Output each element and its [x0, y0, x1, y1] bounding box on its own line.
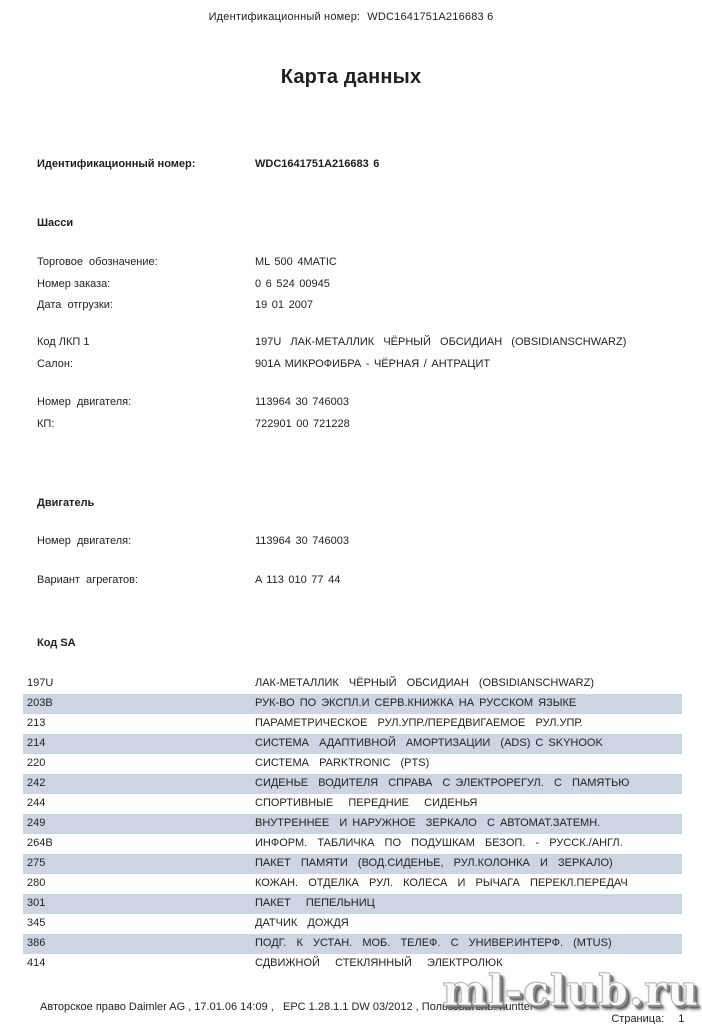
section-title-engine: Двигатель: [37, 497, 95, 509]
sa-code-row: [23, 774, 682, 794]
sa-description: ПАКЕТ ПЕПЕЛЬНИЦ: [255, 897, 375, 909]
identification-number-label: Идентификационный номер:: [37, 158, 196, 170]
field-label: КП:: [37, 417, 55, 430]
field-row: [0, 394, 702, 416]
footer-page-number: 1: [678, 1013, 685, 1024]
sa-description: ЛАК-МЕТАЛЛИК ЧЁРНЫЙ ОБСИДИАН (OBSIDIANSCHWARZ): [255, 677, 594, 689]
sa-code-row: [23, 914, 682, 934]
sa-code: 203B: [27, 697, 53, 709]
sa-description: СДВИЖНОЙ СТЕКЛЯННЫЙ ЭЛЕКТРОЛЮК: [255, 957, 503, 969]
sa-code-row: [23, 754, 682, 774]
sa-code-row: [23, 894, 682, 914]
sa-code-table: [23, 674, 682, 974]
sa-description: ВНУТРЕННЕЕ И НАРУЖНОЕ ЗЕРКАЛО С АВТОМАТ.ЗАТЕМН.: [255, 817, 601, 829]
field-label: Дата отгрузки:: [37, 299, 113, 312]
page-title: Карта данных: [280, 66, 422, 88]
field-value: ML 500 4MATIC: [255, 256, 337, 268]
sa-code: 345: [27, 917, 46, 929]
sa-code-row: [23, 854, 682, 874]
sa-description: СИСТЕМА PARKTRONIC (PTS): [255, 757, 430, 769]
field-row: [0, 297, 702, 319]
field-label: Код ЛКП 1: [37, 336, 90, 348]
field-value: 19 01 2007: [255, 299, 314, 312]
sa-code: 214: [27, 737, 46, 749]
sa-code: 280: [27, 877, 46, 889]
section-title-sa-codes: Код SA: [37, 637, 76, 649]
section-title-chassis: Шасси: [37, 217, 74, 229]
field-value: A 113 010 77 44: [255, 573, 341, 586]
field-row: [0, 533, 702, 572]
chassis-paint-group: [0, 334, 702, 377]
watermark-ml-club-ru: ml-club.ru: [442, 966, 699, 1015]
sa-code: 386: [27, 937, 46, 949]
identification-number-row: [0, 156, 702, 172]
field-value: 901A МИКРОФИБРА - ЧЁРНАЯ / АНТРАЦИТ: [255, 357, 491, 370]
footer-page-label: Страница:: [611, 1013, 665, 1024]
sa-description: ПАКЕТ ПАМЯТИ (ВОД.СИДЕНЬЕ, РУЛ.КОЛОНКА И ЗЕРКАЛО): [255, 857, 613, 869]
sa-code-row: [23, 874, 682, 894]
sa-code: 301: [27, 897, 46, 909]
field-row: [0, 572, 702, 611]
top-header-id-value: WDC1641751A216683 6: [367, 11, 494, 23]
field-row: [0, 334, 702, 356]
sa-description: РУК-ВО ПО ЭКСПЛ.И СЕРВ.КНИЖКА НА РУССКОМ ЯЗЫКЕ: [255, 697, 577, 709]
engine-info-group: [0, 533, 702, 610]
sa-description: ПАРАМЕТРИЧЕСКОЕ РУЛ.УПР./ПЕРЕДВИГАЕМОЕ РУЛ.УПР.: [255, 717, 583, 729]
sa-code-row: [23, 734, 682, 754]
field-label: Вариант агрегатов:: [37, 573, 139, 586]
field-label: Номер двигателя:: [37, 535, 132, 547]
sa-description: СИДЕНЬЕ ВОДИТЕЛЯ СПРАВА С ЭЛЕКТРОРЕГУЛ. С ПАМЯТЬЮ: [255, 777, 630, 789]
field-value: 197U ЛАК-МЕТАЛЛИК ЧЁРНЫЙ ОБСИДИАН (OBSIDIANSCHWARZ): [255, 336, 627, 348]
sa-code-row: [23, 674, 682, 694]
sa-code: 264B: [27, 837, 53, 849]
sa-code: 242: [27, 777, 46, 789]
footer-copyright: Авторское право Daimler AG , 17.01.06 14:09 , EPC 1.28.1.1 DW 03/2012 , Пользователь: huntter: [40, 1001, 534, 1013]
sa-code: 249: [27, 817, 46, 829]
chassis-engine-number-group: [0, 394, 702, 437]
sa-description: СИСТЕМА АДАПТИВНОЙ АМОРТИЗАЦИИ (ADS) С SKYHOOK: [255, 737, 603, 749]
sa-code: 244: [27, 797, 46, 809]
field-label: Номер двигателя:: [37, 396, 132, 408]
top-header-id-label: Идентификационный номер:: [208, 11, 361, 23]
sa-code: 275: [27, 857, 46, 869]
sa-code: 220: [27, 757, 46, 769]
sa-description: СПОРТИВНЫЕ ПЕРЕДНИЕ СИДЕНЬЯ: [255, 797, 478, 809]
field-label: Торговое обозначение:: [37, 256, 158, 268]
field-value: 722901 00 721228: [255, 417, 350, 430]
page-top-header: [0, 11, 702, 23]
field-row: [0, 276, 702, 298]
field-value: 0 6 524 00945: [255, 277, 330, 290]
sa-description: ПОДГ. К УСТАН. МОБ. ТЕЛЕФ. С УНИВЕР.ИНТЕРФ. (MTUS): [255, 937, 612, 949]
sa-code-row: [23, 714, 682, 734]
sa-code: 197U: [27, 677, 54, 689]
sa-description: ИНФОРМ. ТАБЛИЧКА ПО ПОДУШКАМ БЕЗОП. - РУССК./АНГЛ.: [255, 837, 623, 849]
field-value: 113964 30 746003: [255, 396, 349, 408]
field-label: Номер заказа:: [37, 277, 111, 290]
sa-code-row: [23, 834, 682, 854]
sa-code: 213: [27, 717, 46, 729]
sa-code-row: [23, 934, 682, 954]
field-row: [0, 356, 702, 378]
sa-code-row: [23, 794, 682, 814]
sa-code-row: [23, 694, 682, 714]
sa-code: 414: [27, 957, 46, 969]
identification-number-value: WDC1641751A216683 6: [255, 158, 380, 170]
field-row: [0, 254, 702, 276]
field-label: Салон:: [37, 357, 73, 370]
sa-code-row: [23, 814, 682, 834]
field-value: 113964 30 746003: [255, 535, 349, 547]
chassis-order-group: [0, 254, 702, 319]
sa-description: ДАТЧИК ДОЖДЯ: [255, 917, 349, 929]
field-row: [0, 416, 702, 438]
sa-description: КОЖАН. ОТДЕЛКА РУЛ. КОЛЕСА И РЫЧАГА ПЕРЕКЛ.ПЕРЕДАЧ: [255, 877, 628, 889]
